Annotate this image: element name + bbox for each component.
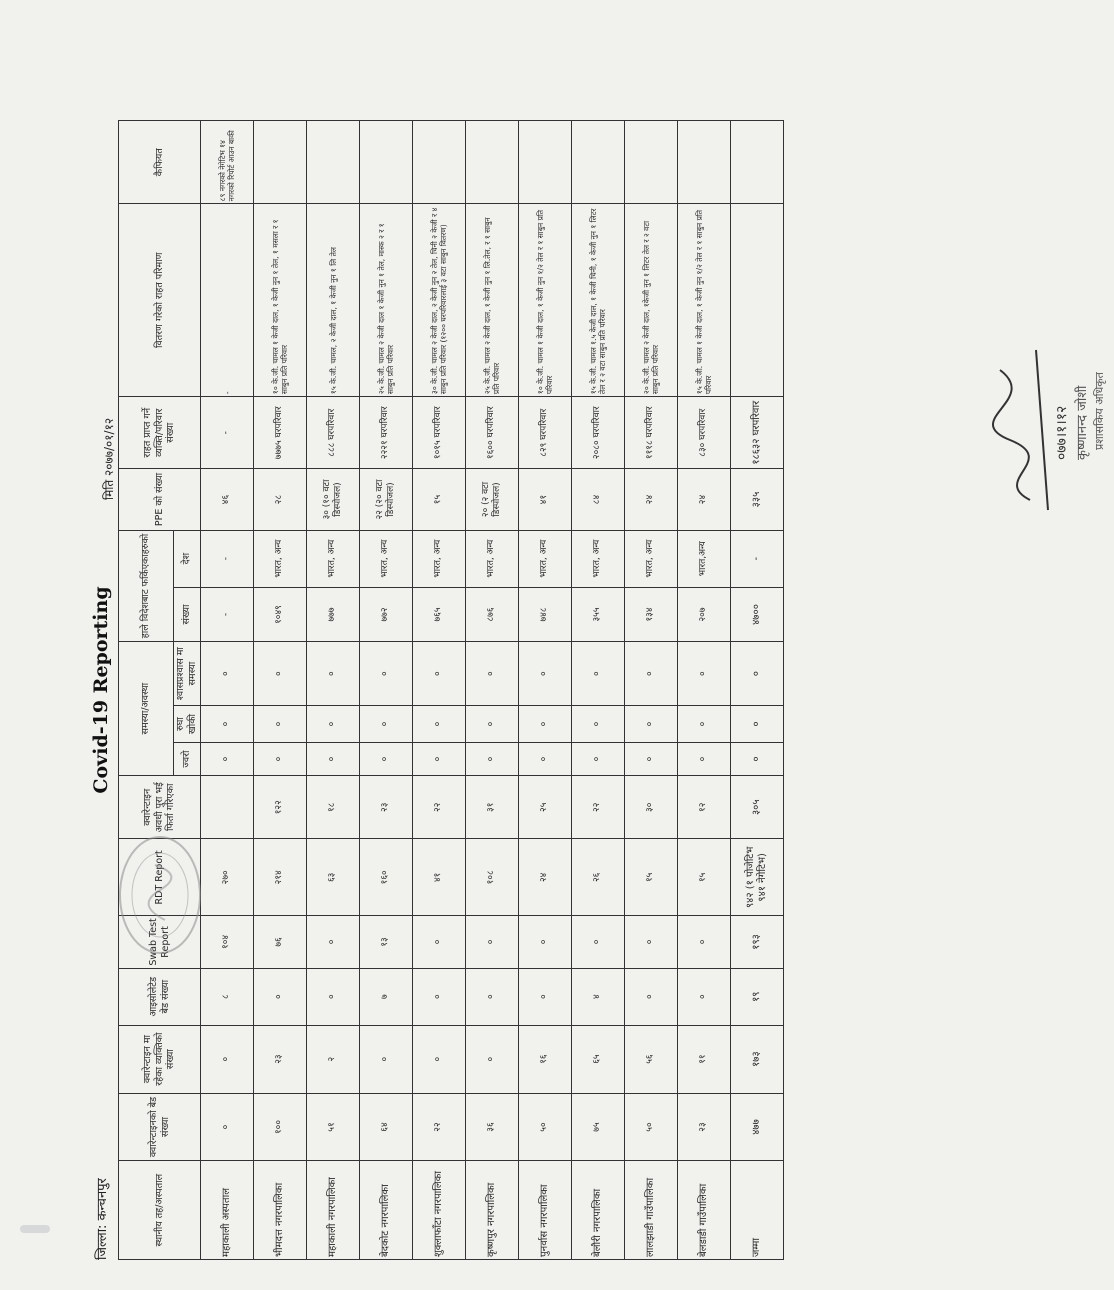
table-row [360, 121, 413, 1260]
header-relief-count: राहत प्राप्त गर्ने व्यक्ति/परिवार संख्या [119, 397, 201, 469]
table-row [201, 121, 254, 1260]
cell-rcount: २२२१ घरपरिवार [360, 397, 413, 469]
cell-ramount: ३० के.जी. चामल २ केजी दाल, २ केजी नुन २ तेल, चिनी २ केजी र ४ साबुन प्रति परिवार (१२०० घरपरिवारलाई ३ वटा साबुन वितरण) [413, 204, 466, 397]
cell-breath: ० [625, 642, 678, 706]
cell-name: बेलौरी नगरपालिका [572, 1161, 625, 1260]
cell-inq: ० [466, 1025, 519, 1093]
cell-cough: ० [519, 705, 572, 742]
cell-rdt: २१४ [254, 839, 307, 916]
cell-inq: २३ [254, 1025, 307, 1093]
cell-cough: ० [201, 705, 254, 742]
cell-fcount: ७७२ [360, 587, 413, 642]
cell-rdt: ४१ [413, 839, 466, 916]
cell-fever: ० [307, 743, 360, 776]
cell-fcountry: भारत, अन्य [413, 530, 466, 587]
cell-cough: ० [731, 705, 784, 742]
cell-inq: ५६ [625, 1025, 678, 1093]
cell-inq: २ [307, 1025, 360, 1093]
cell-inq: १७३ [731, 1025, 784, 1093]
cell-ret: २२ [413, 775, 466, 839]
cell-rcount: १६०० घरपरिवार [466, 397, 519, 469]
cell-cough: ० [678, 705, 731, 742]
cell-fever: ० [519, 743, 572, 776]
cell-fcount: ७६५ [413, 587, 466, 642]
cell-ret: २३ [360, 775, 413, 839]
cell-ret: २५ [519, 775, 572, 839]
cell-name: लालझाडी गाउँपालिका [625, 1161, 678, 1260]
table-row [466, 121, 519, 1260]
cell-remarks [678, 121, 731, 204]
cell-breath: ० [519, 642, 572, 706]
scan-smudge [20, 1225, 50, 1233]
cell-name: बेदकोट नगरपालिका [360, 1161, 413, 1260]
cell-breath: ० [678, 642, 731, 706]
cell-fever: ० [466, 743, 519, 776]
cell-cough: ० [360, 705, 413, 742]
cell-ret [201, 775, 254, 839]
cell-swab: ० [466, 916, 519, 969]
signature-date: ०७७।१।१२ [1054, 405, 1070, 460]
cell-remarks [466, 121, 519, 204]
header-isolated-beds: आइसोलेटेड बेड संख्या [119, 968, 201, 1025]
cell-ppe: ३० (१० वटा डिस्पोजल) [307, 469, 360, 530]
cell-ramount: १० के.जी. चामल १ केजी दाल, १ केजी नुन १ तेल, १ मसला र १ साबुन प्रति परिवार [254, 204, 307, 397]
cell-qbeds: ५१ [307, 1093, 360, 1161]
cell-rcount: ७७७५ घरपरिवार [254, 397, 307, 469]
cell-breath: ० [201, 642, 254, 706]
cell-breath: ० [466, 642, 519, 706]
cell-rcount: २०८० घरपरिवार [572, 397, 625, 469]
cell-inq: ६५ [572, 1025, 625, 1093]
cell-ret: २२ [572, 775, 625, 839]
cell-ppe: ८४ [572, 469, 625, 530]
cell-ppe: २२ (२० वटा डिस्पोजल) [360, 469, 413, 530]
cell-rdt: २६ [572, 839, 625, 916]
cell-rdt: १५ [678, 839, 731, 916]
header-remarks: कैफियत [119, 121, 201, 204]
cell-name: कृष्णपुर नगरपालिका [466, 1161, 519, 1260]
cell-ppe: २० (२ वटा डिस्पोजल) [466, 469, 519, 530]
cell-fcountry: - [731, 530, 784, 587]
cell-qbeds: २२ [413, 1093, 466, 1161]
table-row [307, 121, 360, 1260]
cell-cough: ० [625, 705, 678, 742]
cell-swab: ० [519, 916, 572, 969]
cell-qbeds: २३ [678, 1093, 731, 1161]
header-swab-test: Swab Test Report [119, 916, 201, 969]
cell-qbeds: ५० [625, 1093, 678, 1161]
cell-fcount: ८७६ [466, 587, 519, 642]
table-row [413, 121, 466, 1260]
signature-image [970, 330, 1110, 520]
cell-ramount: - [201, 204, 254, 397]
cell-ramount: १५ के.जी. चामल १ केजी दाल, १ केजी नुन १/२ तेल र १ साबुन प्रति परिवार [678, 204, 731, 397]
cell-ret: ३० [625, 775, 678, 839]
cell-qbeds: ० [201, 1093, 254, 1161]
header-local-level: स्थानीय तह/अस्पताल [119, 1161, 201, 1260]
table-row [678, 121, 731, 1260]
cell-cough: ० [466, 705, 519, 742]
cell-rcount: १८६३२ घरपरिवार [731, 397, 784, 469]
header-quarantine-beds: क्वारेन्टाइनको बेड संख्या [119, 1093, 201, 1161]
header-breathing: श्वासप्रश्वास मा समस्या [174, 642, 201, 706]
header-cough: रुघा खोकी [174, 705, 201, 742]
cell-inq: ० [201, 1025, 254, 1093]
cell-fcountry: भारत, अन्य [360, 530, 413, 587]
table-row [254, 121, 307, 1260]
cell-fcountry: भारत, अन्य [466, 530, 519, 587]
cell-fever: ० [625, 743, 678, 776]
cell-cough: ० [307, 705, 360, 742]
cell-ramount: २० के.जी. चामल २ केजी दाल, १केजी नुन १ लिटर तेल र २ वटा साबुन प्रति परिवार [625, 204, 678, 397]
cell-breath: ० [307, 642, 360, 706]
cell-swab: १९३ [731, 916, 784, 969]
cell-name: महाकाली नगरपालिका [307, 1161, 360, 1260]
cell-inq: १६ [519, 1025, 572, 1093]
cell-name: महाकाली अस्पताल [201, 1161, 254, 1260]
cell-ret: १८ [307, 775, 360, 839]
cell-qbeds: १०० [254, 1093, 307, 1161]
cell-remarks: ८९ नगरको नेगेटिभ १४ नगरको रिपोर्ट आउन बाकी [201, 121, 254, 204]
cell-remarks [572, 121, 625, 204]
cell-iso: ८ [201, 968, 254, 1025]
cell-cough: ० [254, 705, 307, 742]
cell-ret: १२२ [254, 775, 307, 839]
cell-fcount: - [201, 587, 254, 642]
header-rdt-report: RDT Report [119, 839, 201, 916]
rotated-page [60, 120, 1106, 1260]
cell-inq: ० [360, 1025, 413, 1093]
document-title: Covid-19 Reporting [90, 586, 112, 794]
cell-qbeds: ३६ [466, 1093, 519, 1161]
header-foreign-group: हाले विदेशबाट फर्किएकाहरुको [119, 530, 174, 642]
cell-remarks [413, 121, 466, 204]
table-row [519, 121, 572, 1260]
cell-swab: ० [307, 916, 360, 969]
cell-ret: ३१ [466, 775, 519, 839]
cell-cough: ० [572, 705, 625, 742]
signature-name: कृष्णानन्द जोशी [1075, 385, 1090, 460]
cell-remarks [625, 121, 678, 204]
cell-cough: ० [413, 705, 466, 742]
cell-ret: १२ [678, 775, 731, 839]
cell-iso: ० [307, 968, 360, 1025]
header-fever: ज्वरो [174, 743, 201, 776]
cell-inq: ११ [678, 1025, 731, 1093]
signature-block [970, 330, 1110, 520]
district-label: जिल्ला: कन्चनपुर [95, 1178, 110, 1260]
cell-inq: ० [413, 1025, 466, 1093]
cell-rcount: १०१५ घरपरिवार [413, 397, 466, 469]
cell-qbeds: ५० [519, 1093, 572, 1161]
cell-fcountry: भारत, अन्य [625, 530, 678, 587]
table-row [572, 121, 625, 1260]
header-ppe: PPE को संख्या [119, 469, 201, 530]
cell-fcountry: भारत, अन्य [572, 530, 625, 587]
cell-ppe: २८ [254, 469, 307, 530]
cell-swab: ० [678, 916, 731, 969]
cell-qbeds: ४७७ [731, 1093, 784, 1161]
header-row [119, 121, 174, 1260]
table-row [625, 121, 678, 1260]
cell-swab: ० [572, 916, 625, 969]
cell-rcount: ८८८ घरपरिवार [307, 397, 360, 469]
cell-iso: १९ [731, 968, 784, 1025]
cell-fever: ० [201, 743, 254, 776]
cell-fcountry: भारत,अन्य [678, 530, 731, 587]
cell-fever: ० [572, 743, 625, 776]
cell-fcount: ७४८ [519, 587, 572, 642]
cell-ramount: १५ के.जी. चामल १.५ केजी दाल, १ केजी चिनी, १ केजी नुन १ लिटर तेल र २ वटा साबुन प्रति परिवार [572, 204, 625, 397]
cell-breath: ० [731, 642, 784, 706]
cell-fcount: ७७७ [307, 587, 360, 642]
cell-swab: १३ [360, 916, 413, 969]
cell-ppe: १५ [413, 469, 466, 530]
cell-fever: ० [731, 743, 784, 776]
cell-name: शुक्लाफाँटा नगरपालिका [413, 1161, 466, 1260]
cell-rdt: ९४२ (१ पोजेटिभ ९४१ नेगेटिभ) [731, 839, 784, 916]
cell-ramount: १५ के.जी. चामल, २ केजी दाल, १ केजी नुन १ लि तेल [307, 204, 360, 397]
cell-iso: ० [625, 968, 678, 1025]
cell-ppe: ४१ [519, 469, 572, 530]
report-table [118, 120, 784, 1260]
cell-fcount: १०४९ [254, 587, 307, 642]
cell-fever: ० [413, 743, 466, 776]
cell-iso: ० [413, 968, 466, 1025]
cell-qbeds: ६४ [360, 1093, 413, 1161]
cell-name: बेलडाडी गाउँपालिका [678, 1161, 731, 1260]
cell-swab: ० [413, 916, 466, 969]
report-date: मिति २०७७/०१/१२ [102, 417, 116, 500]
cell-remarks [254, 121, 307, 204]
cell-swab: १०४ [201, 916, 254, 969]
cell-fcountry: - [201, 530, 254, 587]
cell-name: भीमदत्त नगरपालिका [254, 1161, 307, 1260]
cell-remarks [307, 121, 360, 204]
cell-ramount: २५ के.जी. चामल २ केजी दाल, १ केजी नुन १ लि.तेल, र १ साबुन प्रति परिवार [466, 204, 519, 397]
cell-ramount [731, 204, 784, 397]
header-in-quarantine: क्वारेन्टाइन मा रहेका व्यक्तिको संख्या [119, 1025, 201, 1093]
cell-breath: ० [254, 642, 307, 706]
cell-fever: ० [254, 743, 307, 776]
cell-ppe: २४ [678, 469, 731, 530]
cell-ppe: ४६ [201, 469, 254, 530]
header-quarantine-returned: क्वारेन्टाइन अवधी पुरा भई फिर्ता गरिएका [119, 775, 201, 839]
cell-rcount: ८२९ घरपरिवार [519, 397, 572, 469]
cell-iso: ७ [360, 968, 413, 1025]
cell-ramount: १० के.जी. चामल १ केजी दाल, १ केजी नुन १/२ तेल र १ साबुन प्रति परिवार [519, 204, 572, 397]
cell-iso: ० [519, 968, 572, 1025]
cell-rdt: १०८ [466, 839, 519, 916]
cell-fcount: १३४ [625, 587, 678, 642]
cell-qbeds: ७५ [572, 1093, 625, 1161]
cell-fever: ० [678, 743, 731, 776]
cell-remarks [360, 121, 413, 204]
cell-iso: ० [466, 968, 519, 1025]
cell-fcount: ३५५ [572, 587, 625, 642]
cell-remarks [519, 121, 572, 204]
cell-swab: ७६ [254, 916, 307, 969]
cell-name: जम्मा [731, 1161, 784, 1260]
cell-ret: ३०५ [731, 775, 784, 839]
cell-rcount: ८३० घरपरिवार [678, 397, 731, 469]
total-row [731, 121, 784, 1260]
cell-rdt: १६० [360, 839, 413, 916]
cell-iso: ४ [572, 968, 625, 1025]
cell-breath: ० [360, 642, 413, 706]
cell-fcountry: भारत, अन्य [519, 530, 572, 587]
header-relief-amount: वितरण गरेको राहत परिमाण [119, 204, 201, 397]
cell-fcount: २०७ [678, 587, 731, 642]
cell-name: पुनर्वास नगरपालिका [519, 1161, 572, 1260]
cell-breath: ० [413, 642, 466, 706]
cell-rcount: १११८ घरपरिवार [625, 397, 678, 469]
cell-rdt: ६३ [307, 839, 360, 916]
cell-rdt: १५ [625, 839, 678, 916]
cell-iso: ० [254, 968, 307, 1025]
cell-rdt: २४ [519, 839, 572, 916]
cell-iso: ० [678, 968, 731, 1025]
cell-breath: ० [572, 642, 625, 706]
cell-ppe: २४ [625, 469, 678, 530]
cell-rcount: - [201, 397, 254, 469]
header-count: संख्या [174, 587, 201, 642]
signature-designation: प्रशासकिय अधिकृत [1093, 372, 1106, 450]
table-body [201, 121, 784, 1260]
cell-ramount: २५ के.जी. चामल २ केजी दाल १ केजी नुन १ तेल, मास्क २ र १ साबुन प्रति परिवार [360, 204, 413, 397]
header-problem-group: समस्या/अवस्था [119, 642, 174, 776]
header-country: देश [174, 530, 201, 587]
cell-fcountry: भारत, अन्य [254, 530, 307, 587]
cell-swab: ० [625, 916, 678, 969]
cell-rdt: २७० [201, 839, 254, 916]
cell-fcountry: भारत, अन्य [307, 530, 360, 587]
cell-remarks [731, 121, 784, 204]
cell-fever: ० [360, 743, 413, 776]
cell-fcount: ४७०० [731, 587, 784, 642]
office-stamp [115, 830, 205, 960]
cell-ppe: ३३५ [731, 469, 784, 530]
